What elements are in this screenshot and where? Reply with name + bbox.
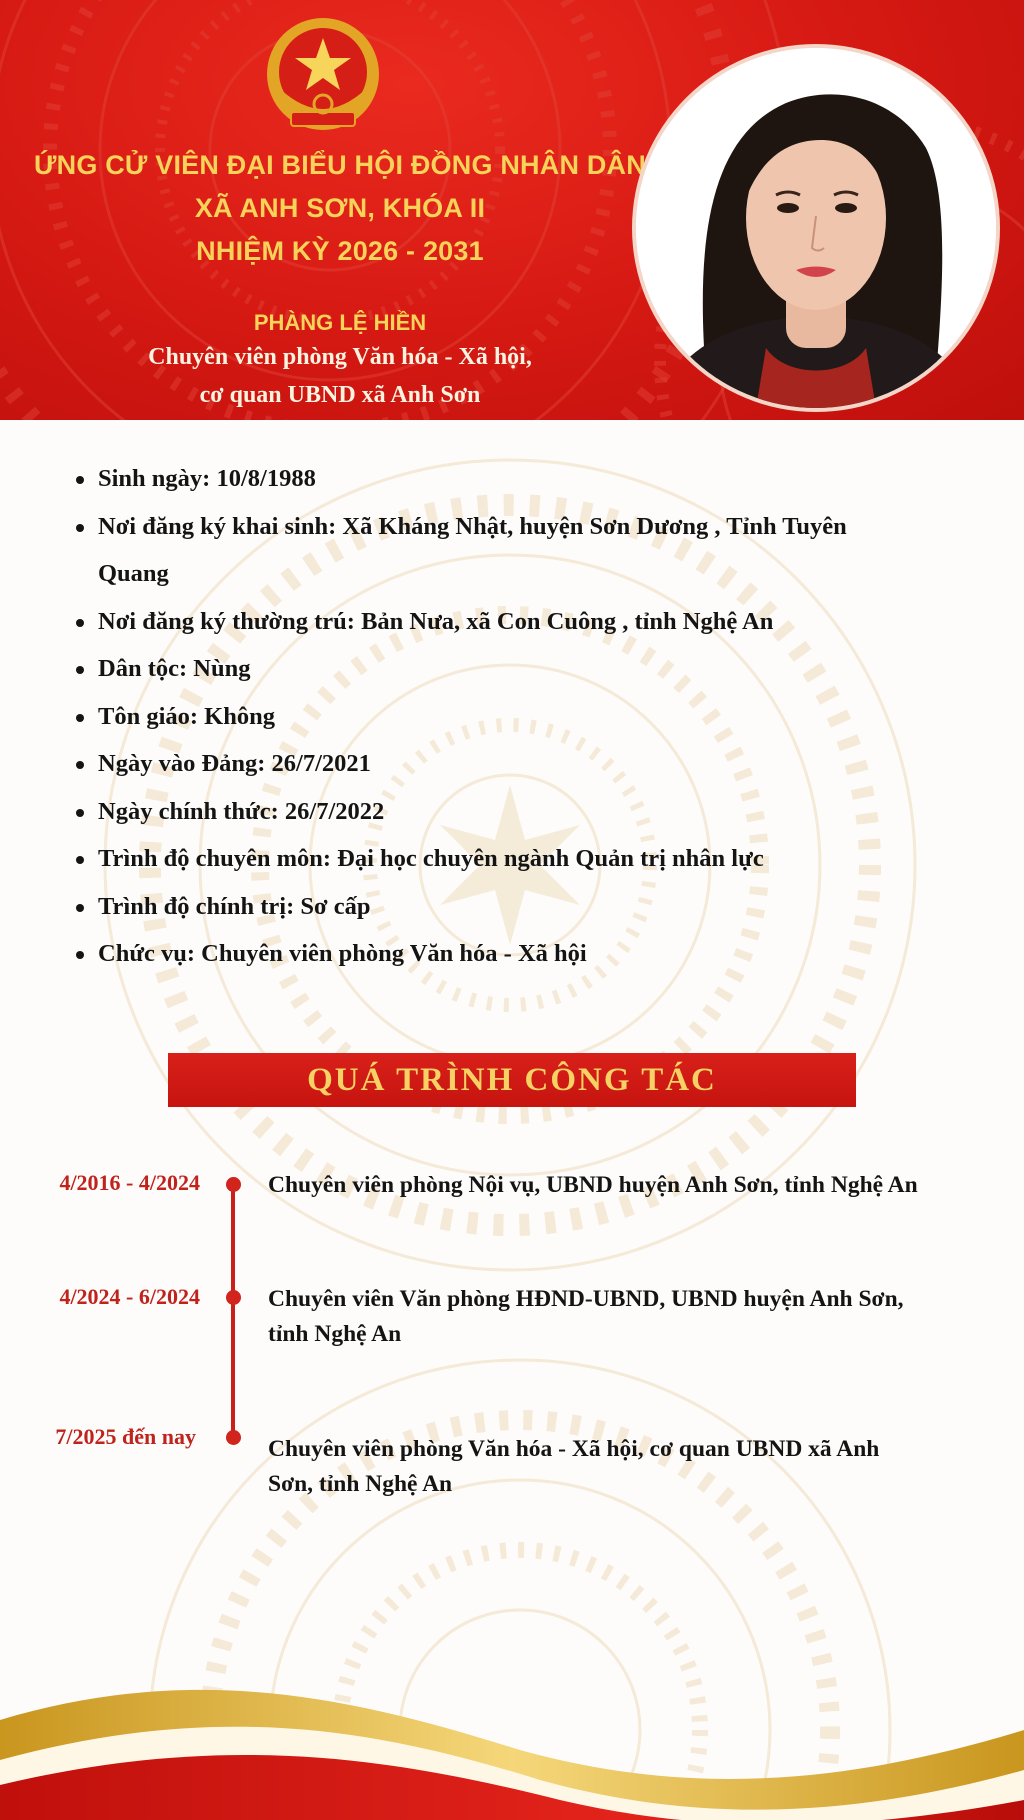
candidate-portrait bbox=[636, 48, 996, 408]
national-emblem-icon bbox=[257, 12, 389, 144]
info-official-date: Ngày chính thức: 26/7/2022 bbox=[72, 788, 972, 836]
info-party-join-date: Ngày vào Đảng: 26/7/2021 bbox=[72, 740, 972, 788]
timeline-period: 4/2024 - 6/2024 bbox=[59, 1284, 200, 1309]
info-birth-date: Sinh ngày: 10/8/1988 bbox=[72, 455, 972, 503]
timeline-dot bbox=[226, 1177, 241, 1192]
info-residence: Nơi đăng ký thường trú: Bản Nưa, xã Con Cuông , tỉnh Nghệ An bbox=[72, 598, 972, 646]
timeline-dot bbox=[226, 1290, 241, 1305]
title-line-2: XÃ ANH SƠN, KHÓA II bbox=[194, 193, 486, 223]
title-line-3: NHIỆM KỲ 2026 - 2031 bbox=[196, 236, 484, 266]
info-political-level: Trình độ chính trị: Sơ cấp bbox=[72, 883, 972, 931]
info-position: Chức vụ: Chuyên viên phòng Văn hóa - Xã hội bbox=[72, 930, 972, 978]
info-education: Trình độ chuyên môn: Đại học chuyên ngành Quản trị nhân lực bbox=[72, 835, 972, 883]
candidate-name: PHÀNG LỆ HIỀN bbox=[253, 310, 427, 335]
timeline-period: 4/2016 - 4/2024 bbox=[59, 1170, 200, 1195]
timeline-entry bbox=[268, 1168, 988, 1203]
candidate-role-line-2: cơ quan UBND xã Anh Sơn bbox=[199, 382, 481, 408]
timeline-entry-line: Chuyên viên Văn phòng HĐND-UBND, UBND huyện Anh Sơn, bbox=[268, 1286, 904, 1312]
work-history-banner bbox=[168, 1053, 856, 1107]
timeline-entry-line: Chuyên viên phòng Văn hóa - Xã hội, cơ quan UBND xã Anh bbox=[268, 1436, 880, 1462]
timeline-entry-line: Chuyên viên phòng Nội vụ, UBND huyện Anh Sơn, tỉnh Nghệ An bbox=[268, 1172, 918, 1198]
timeline-entry-line: Sơn, tỉnh Nghệ An bbox=[268, 1471, 453, 1497]
info-religion: Tôn giáo: Không bbox=[72, 693, 972, 741]
info-birth-place: Nơi đăng ký khai sinh: Xã Kháng Nhật, huyện Sơn Dương , Tỉnh Tuyên bbox=[72, 503, 972, 551]
footer-wave bbox=[0, 1660, 1024, 1820]
portrait-photo bbox=[636, 48, 996, 408]
title-line-1: ỨNG CỬ VIÊN ĐẠI BIỂU HỘI ĐỒNG NHÂN DÂN bbox=[34, 150, 646, 180]
timeline-entry-line: tỉnh Nghệ An bbox=[268, 1321, 402, 1347]
candidate-role-line-1: Chuyên viên phòng Văn hóa - Xã hội, bbox=[148, 344, 532, 370]
timeline-entry bbox=[268, 1282, 988, 1352]
info-birth-place-continued: Quang bbox=[98, 560, 169, 587]
work-history-title: QUÁ TRÌNH CÔNG TÁC bbox=[307, 1062, 717, 1098]
timeline-period: 7/2025 đến nay bbox=[55, 1424, 196, 1449]
personal-info-list bbox=[72, 455, 972, 978]
timeline-entry bbox=[268, 1432, 988, 1502]
info-ethnicity: Dân tộc: Nùng bbox=[72, 645, 972, 693]
header-banner bbox=[0, 0, 1024, 420]
timeline-line bbox=[231, 1180, 235, 1440]
timeline-dot bbox=[226, 1430, 241, 1445]
